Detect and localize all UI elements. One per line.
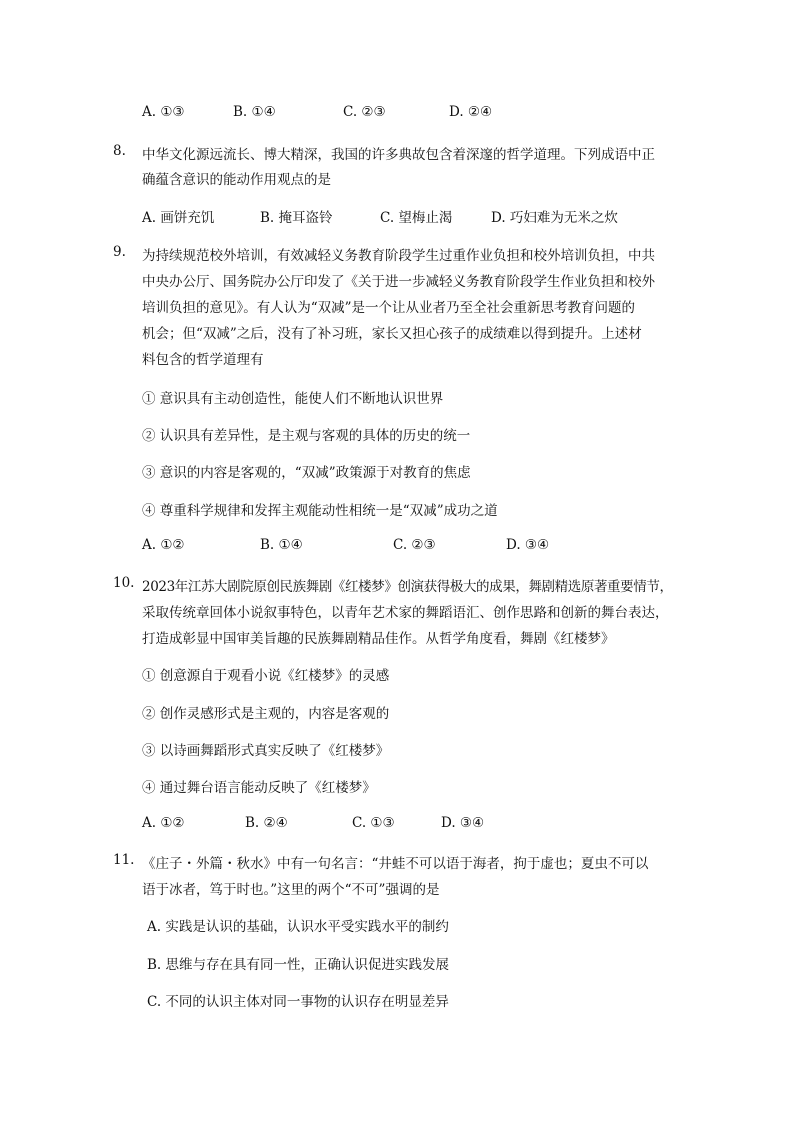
question-stem-line: 采取传统章回体小说叙事特色，以青年艺术家的舞蹈语汇、创作思路和创新的舞台表达， — [142, 605, 669, 621]
q7-option-b: B. ①④ — [233, 104, 276, 120]
q8-option-c: C. 望梅止渴 — [380, 210, 453, 226]
statement-3: ③ 意识的内容是客观的，“双减”政策源于对教育的焦虑 — [142, 465, 471, 481]
question-stem-line: 为持续规范校外培训，有效减轻义务教育阶段学生过重作业负担和校外培训负担，中共 — [142, 248, 655, 264]
q10-option-d: D. ③④ — [441, 815, 485, 831]
question-stem-line: 语于冰者，笃于时也。”这里的两个“不可”强调的是 — [142, 882, 440, 898]
q7-option-c: C. ②③ — [343, 104, 386, 120]
q8-option-b: B. 掩耳盗铃 — [260, 210, 333, 226]
statement-2: ② 创作灵感形式是主观的，内容是客观的 — [142, 706, 390, 722]
question-stem-line: 机会；但“双减”之后，没有了补习班，家长又担心孩子的成绩难以得到提升。上述材 — [142, 326, 642, 342]
q10-option-a: A. ①② — [142, 815, 185, 831]
question-number: 11. — [113, 852, 135, 868]
q8-option-d: D. 巧妇难为无米之炊 — [491, 210, 618, 226]
q11-option-a: A. 实践是认识的基础，认识水平受实践水平的制约 — [147, 919, 449, 935]
question-stem-line: 《庄子・外篇・秋水》中有一句名言：“井蛙不可以语于海者，拘于虚也；夏虫不可以 — [142, 856, 649, 872]
q10-option-b: B. ②④ — [245, 815, 288, 831]
question-number: 8. — [113, 143, 126, 159]
question-stem-line: 确蕴含意识的能动作用观点的是 — [142, 172, 331, 188]
q8-option-a: A. 画饼充饥 — [142, 210, 215, 226]
q9-option-d: D. ③④ — [506, 537, 550, 553]
question-stem-line: 中央办公厅、国务院办公厅印发了《关于进一步减轻义务教育阶段学生作业负担和校外 — [142, 274, 655, 290]
q7-option-d: D. ②④ — [449, 104, 493, 120]
question-stem-line: 中华文化源远流长、博大精深，我国的许多典故包含着深邃的哲学道理。下列成语中正 — [142, 147, 655, 163]
question-stem-line: 2023年江苏大剧院原创民族舞剧《红楼梦》创演获得极大的成果，舞剧精选原著重要情节， — [142, 579, 673, 595]
q9-option-a: A. ①② — [142, 537, 185, 553]
question-stem-line: 打造成彰显中国审美旨趣的民族舞剧精品佳作。从哲学角度看，舞剧《红楼梦》 — [142, 631, 615, 647]
statement-1: ① 创意源自于观看小说《红楼梦》的灵感 — [142, 668, 390, 684]
q9-option-b: B. ①④ — [260, 537, 303, 553]
question-number: 10. — [113, 575, 135, 591]
statement-1: ① 意识具有主动创造性，能使人们不断地认识世界 — [142, 391, 444, 407]
q9-option-c: C. ②③ — [393, 537, 436, 553]
q10-option-c: C. ①③ — [352, 815, 395, 831]
statement-4: ④ 通过舞台语言能动反映了《红楼梦》 — [142, 780, 376, 796]
question-stem-line: 料包含的哲学道理有 — [142, 352, 264, 368]
statement-2: ② 认识具有差异性，是主观与客观的具体的历史的统一 — [142, 428, 471, 444]
question-stem-line: 培训负担的意见》。有人认为“双减”是一个让从业者乃至全社会重新思考教育问题的 — [142, 300, 636, 316]
q11-option-c: C. 不同的认识主体对同一事物的认识存在明显差异 — [147, 994, 449, 1010]
q7-option-a: A. ①③ — [142, 104, 185, 120]
statement-4: ④ 尊重科学规律和发挥主观能动性相统一是“双减”成功之道 — [142, 503, 498, 519]
question-number: 9. — [113, 244, 126, 260]
q11-option-b: B. 思维与存在具有同一性，正确认识促进实践发展 — [147, 957, 450, 973]
statement-3: ③ 以诗画舞蹈形式真实反映了《红楼梦》 — [142, 743, 390, 759]
